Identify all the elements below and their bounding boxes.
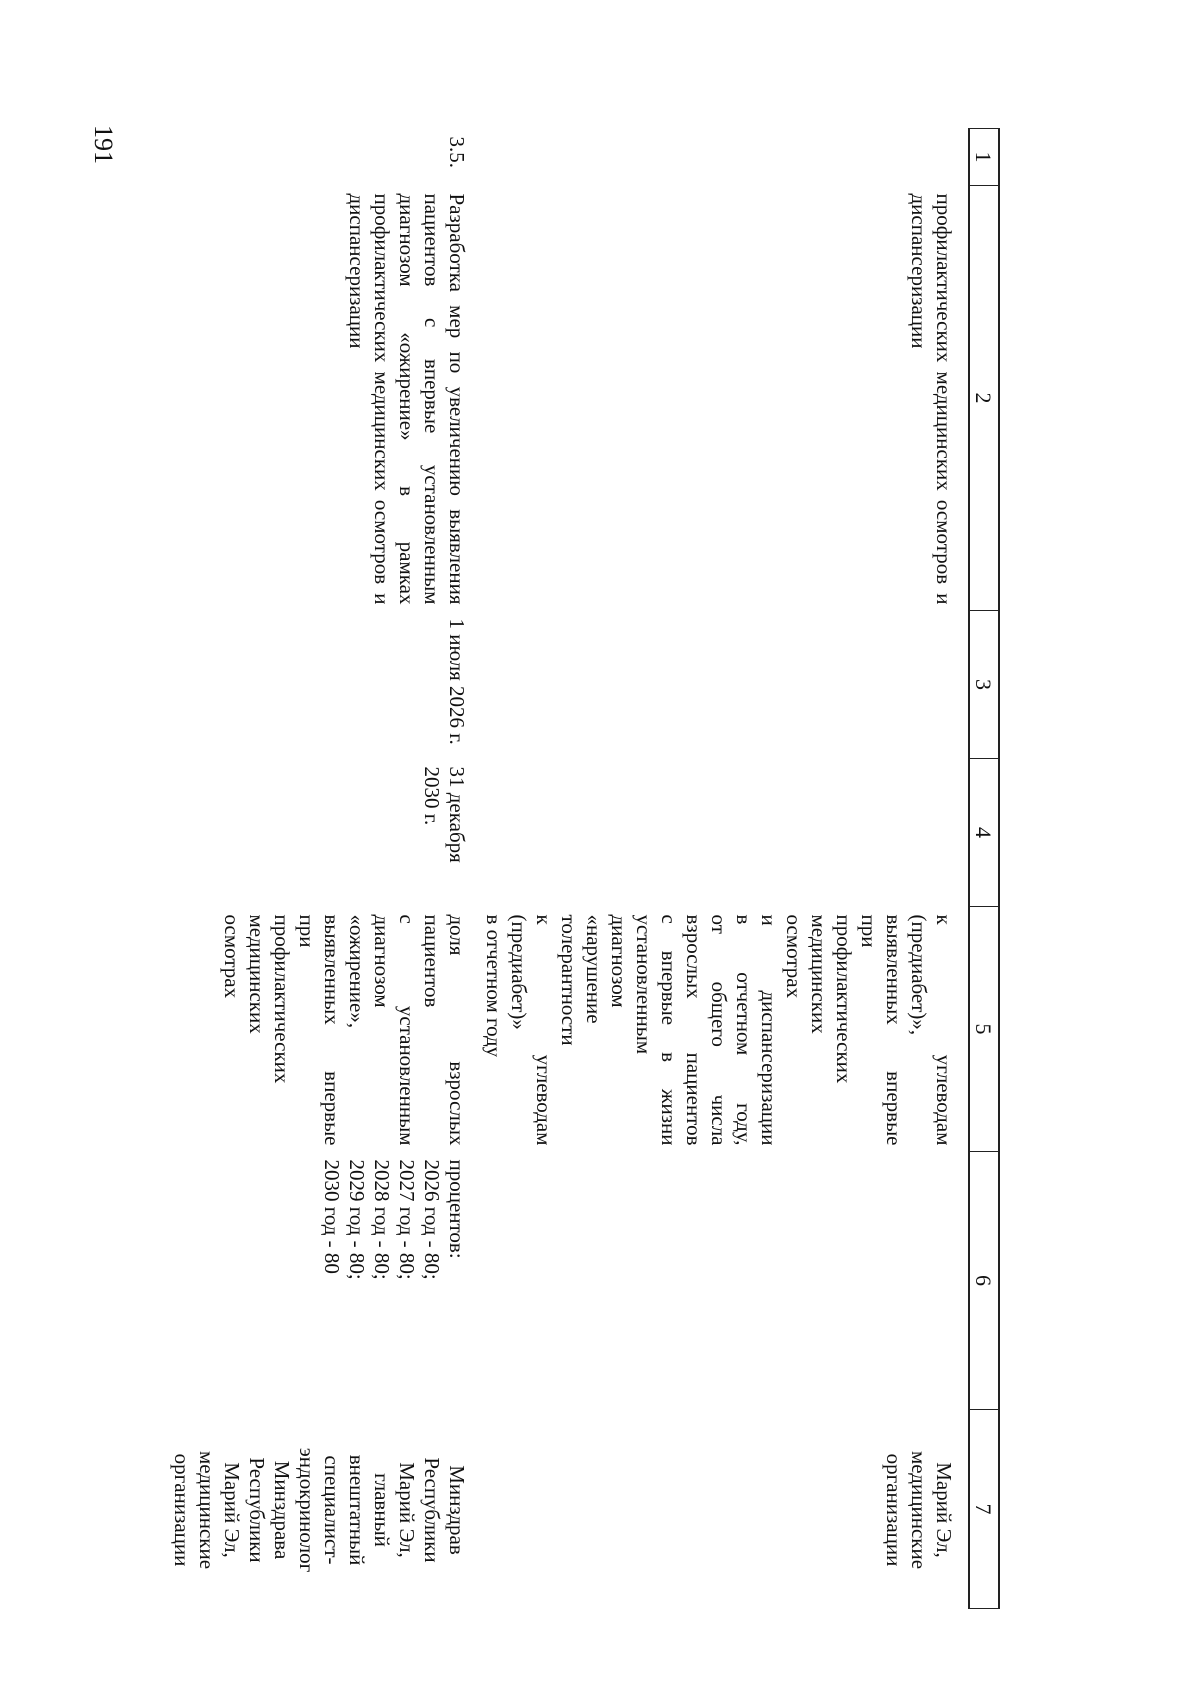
table-row <box>481 129 969 1609</box>
indicator-line: толерантности <box>557 914 581 1046</box>
indicator-line: выявленных впервые <box>882 914 906 1146</box>
cell-activity-name: Разработка мер по увеличению выявления пациентов с впервые установленным диагнозом «ожирение» в рамках профилактических медицинских осмотров и диспансеризации <box>345 193 469 605</box>
indicator-line: профилактических <box>832 914 856 1084</box>
cell-start-date: 1 июля 2026 г. <box>445 618 469 745</box>
indicator-line: (предиабет)» <box>507 914 531 1030</box>
responsible-line: организации <box>170 1453 194 1567</box>
indicator-line: (предиабет)», <box>907 914 931 1036</box>
target-line: 2030 год - 80 <box>320 1159 344 1274</box>
cell-number <box>481 129 969 186</box>
target-line: 2028 год - 80; <box>370 1159 394 1280</box>
indicator-line: диагнозом <box>370 914 394 1008</box>
header-col-4: 4 <box>969 759 999 907</box>
plan-table <box>169 128 1000 1609</box>
indicator-line: при <box>295 914 319 948</box>
responsible-line: Марий Эл, <box>220 1462 244 1558</box>
indicator-line: с установленным <box>395 914 419 1146</box>
indicator-line: в отчетном году <box>482 914 506 1058</box>
indicator-line: установленным <box>632 914 656 1055</box>
target-line: 2027 год - 80; <box>395 1159 419 1280</box>
indicator-line: от общего числа <box>707 914 731 1146</box>
cell-number: 3.5. <box>445 136 469 168</box>
responsible-line: Марий Эл, <box>395 1462 419 1558</box>
cell-end-date: 31 декабря 2030 г. <box>420 766 469 863</box>
cell-indicator <box>481 907 969 1152</box>
indicator-line: медицинских <box>807 914 831 1034</box>
cell-start-date <box>481 611 969 759</box>
header-col-5: 5 <box>969 907 999 1152</box>
table-row <box>169 129 481 1609</box>
page-number: 191 <box>89 125 118 164</box>
indicator-line: к углеводам <box>932 914 956 1146</box>
indicator-line: «нарушение <box>582 914 606 1024</box>
responsible-line: специалист- <box>320 1455 344 1565</box>
indicator-line: осмотрах <box>782 914 806 999</box>
indicator-line: при <box>857 914 881 948</box>
indicator-line: к углеводам <box>532 914 556 1146</box>
indicator-line: и диспансеризации <box>757 914 781 1146</box>
responsible-line: Минздрава Республики <box>245 1457 294 1563</box>
header-col-7: 7 <box>969 1410 999 1609</box>
cell-target-values <box>481 1152 969 1410</box>
indicator-line: медицинских <box>245 914 269 1034</box>
indicator-line: взрослых пациентов <box>682 914 706 1146</box>
indicator-line: с впервые в жизни <box>657 914 681 1146</box>
header-col-1: 1 <box>969 129 999 186</box>
responsible-line: Марий Эл, <box>932 1462 956 1558</box>
header-col-3: 3 <box>969 611 999 759</box>
responsible-line: медицинские <box>195 1450 219 1570</box>
indicator-line: осмотрах <box>220 914 244 999</box>
responsible-line: эндокринолог <box>295 1447 319 1573</box>
cell-end-date <box>481 759 969 907</box>
header-col-6: 6 <box>969 1152 999 1410</box>
cell-activity-name: профилактических медицинских осмотров и диспансеризации <box>907 193 956 605</box>
cell-target-values <box>169 1152 481 1410</box>
cell-responsible <box>481 1410 969 1609</box>
indicator-line: в отчетном году, <box>732 914 756 1146</box>
indicator-line: «ожирение», <box>345 914 369 1029</box>
cell-indicator <box>169 907 481 1152</box>
responsible-line: организации <box>882 1453 906 1567</box>
target-line: 2029 год - 80; <box>345 1159 369 1280</box>
responsible-line: Минздрав Республики <box>420 1457 469 1563</box>
indicator-line: выявленных впервые <box>320 914 344 1146</box>
indicator-line: профилактических <box>270 914 294 1084</box>
indicator-line: доля взрослых <box>445 914 469 1146</box>
cell-responsible <box>169 1410 481 1609</box>
indicator-line: пациентов <box>420 914 444 1008</box>
responsible-line: медицинские <box>907 1450 931 1570</box>
responsible-line: главный внештатный <box>345 1454 394 1566</box>
rotated-table-container <box>170 128 1000 1608</box>
indicator-line: диагнозом <box>607 914 631 1008</box>
target-line: процентов: <box>445 1159 469 1259</box>
header-row <box>969 129 999 1609</box>
target-line: 2026 год - 80; <box>420 1159 444 1280</box>
header-col-2: 2 <box>969 186 999 611</box>
